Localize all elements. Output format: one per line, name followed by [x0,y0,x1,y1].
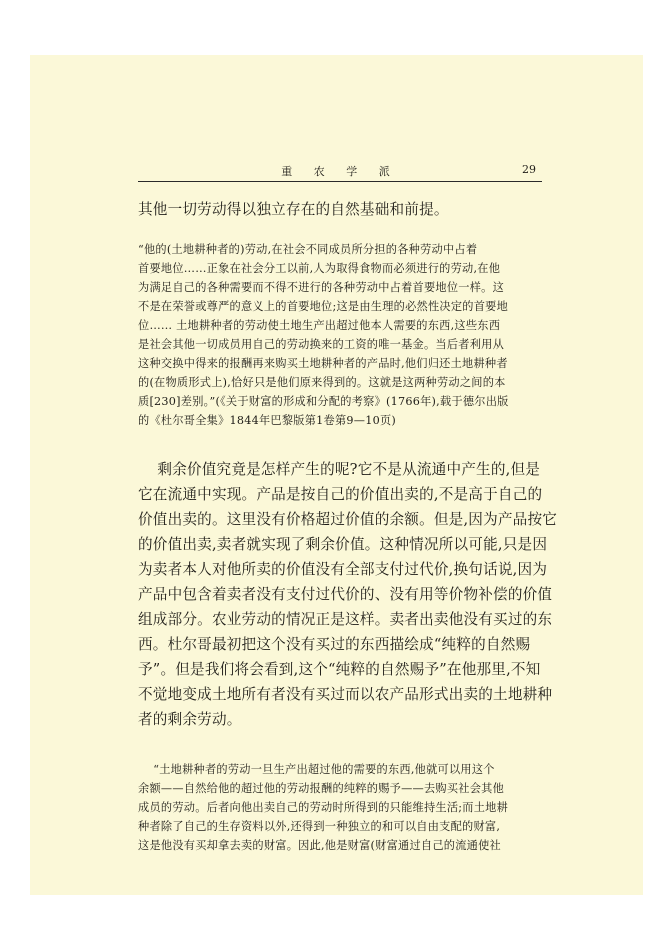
quotation-turgot-2: “土地耕种者的劳动一旦生产出超过他的需要的东西,他就可以用这个 余额——自然给他的超过他的劳动报酬的纯粹的赐予——去购买社会其他 成员的劳动。后者向他出卖自己的劳动时所得到的只能维持生活;而土地耕 种者除了自己的生存资料以外,还得到一种独立的和可以自由支配的财富, 这是他没有买却拿去卖的财富。因此,他是财富(财富通过自己的流通使社 [138,763,509,852]
body-paragraph-2: 剩余价值究竟是怎样产生的呢?它不是从流通中产生的,但是 它在流通中实现。产品是按自己的价值出卖的,不是高于自己的 价值出卖的。这里没有价格超过价值的余额。但是,因为产品按它 的价值出卖,卖者就实现了剩余价值。这种情况所以可能,只是因 为卖者本人对他所卖的价值没有全部支付过代价,换句话说,因为 产品中包含着卖者没有支付过代价的、没有用等价物补偿的价值 组成部分。农业劳动的情况正是这样。卖者出卖他没有买过的东 西。杜尔哥最初把这个没有买过的东西描绘成“纯粹的自然赐 予”。但是我们将会看到,这个“纯粹的自然赐予”在他那里,不知 不觉地变成土地所有者没有买过而以农产品形式出卖的土地耕种 者的剩余劳动。 [138,461,558,728]
page-number: 29 [522,163,536,176]
running-header [138,161,542,182]
quotation-turgot-1: “他的(土地耕种者的)劳动,在社会不同成员所分担的各种劳动中占着 首要地位……正象在社会分工以前,人为取得食物而必须进行的劳动,在他 为满足自己的各种需要而不得不进行的各种劳动中占着首要地位一样。这 不是在荣誉或尊严的意义上的首要地位;这是由生理的必然性决定的首要地 位…… 土地耕种者的劳动使土地生产出超过他本人需要的东西,这些东西 是社会其他一切成员用自己的劳动换来的工资的唯一基金。当后者利用从 这种交换中得来的报酬再来购买土地耕种者的产品时,他们归还土地耕种者 的(在物质形式上),恰好只是他们原来得到的。这就是这两种劳动之间的本 质[230]差别。”(《关于财富的形成和分配的考察》(1766年),载于德尔出版 的《杜尔哥全集》1844年巴黎版第1卷第9—10页) [138,243,509,427]
body-paragraph-1: 其他一切劳动得以独立存在的自然基础和前提。 [138,201,449,218]
header-title: 重 农 学 派 [281,165,399,178]
